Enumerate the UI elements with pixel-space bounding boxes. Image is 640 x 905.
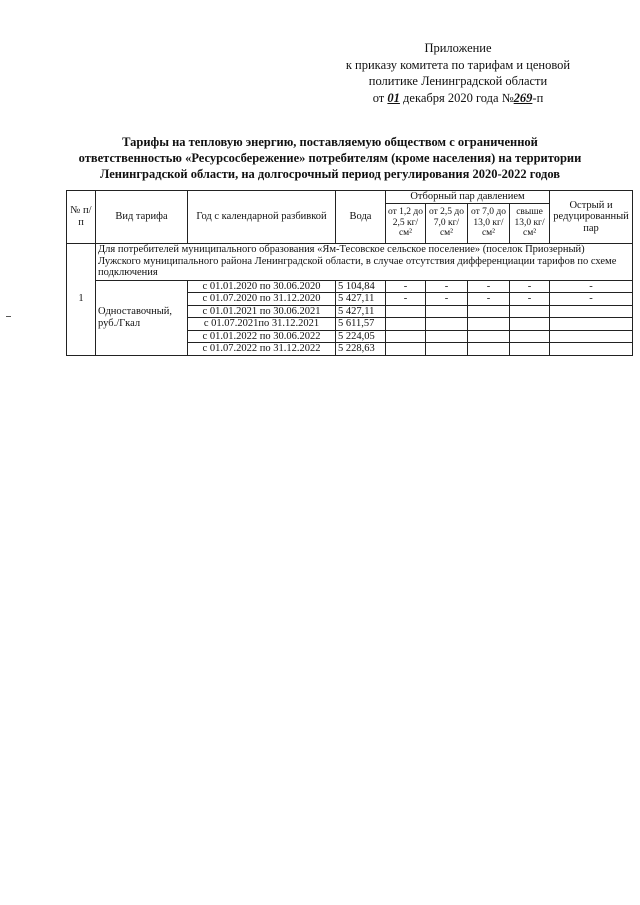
pressure-2-cell: -: [426, 280, 468, 293]
title-line-1: Тарифы на тепловую энергию, поставляемую обществом с ограниченной: [122, 135, 538, 149]
appendix-order-line: к приказу комитета по тарифам и ценовой: [345, 57, 571, 72]
water-value-cell: 5 104,84: [336, 280, 386, 293]
period-cell: с 01.07.2022 по 31.12.2022: [188, 343, 336, 356]
pressure-4-cell: -: [510, 280, 550, 293]
appendix-title: Приложение: [424, 41, 492, 55]
pressure-4-cell: [510, 305, 550, 318]
header-steam-group: Отборный пар давлением: [386, 191, 550, 204]
sharp-steam-cell: [550, 305, 633, 318]
pressure-3-cell: [468, 343, 510, 356]
title-line-2: ответственностью «Ресурсосбережение» потребителям (кроме населения) на территории: [78, 151, 582, 165]
header-tariff-type: Вид тарифа: [96, 191, 188, 244]
period-cell: с 01.01.2022 по 30.06.2022: [188, 330, 336, 343]
document-title: [60, 134, 600, 182]
pressure-3-cell: [468, 330, 510, 343]
pressure-2-cell: [426, 343, 468, 356]
pressure-2-cell: [426, 318, 468, 331]
pressure-3-cell: -: [468, 293, 510, 306]
header-pressure-1: от 1,2 до 2,5 кг/см²: [386, 203, 426, 243]
header-pressure-2: от 2,5 до 7,0 кг/см²: [426, 203, 468, 243]
appendix-committee-line: политике Ленинградской области: [368, 74, 548, 88]
pressure-1-cell: [386, 343, 426, 356]
pressure-3-cell: -: [468, 280, 510, 293]
date-day-handwritten: 01: [387, 90, 400, 105]
water-value-cell: 5 427,11: [336, 293, 386, 306]
sharp-steam-cell: -: [550, 280, 633, 293]
water-value-cell: 5 228,63: [336, 343, 386, 356]
water-value-cell: 5 611,57: [336, 318, 386, 331]
pressure-1-cell: [386, 305, 426, 318]
water-value-cell: 5 427,11: [336, 305, 386, 318]
pressure-1-cell: -: [386, 280, 426, 293]
sharp-steam-cell: [550, 343, 633, 356]
sharp-steam-cell: [550, 318, 633, 331]
period-cell: с 01.01.2021 по 30.06.2021: [188, 305, 336, 318]
pressure-1-cell: [386, 318, 426, 331]
order-number-suffix: -п: [532, 90, 544, 105]
header-sharp-steam: Острый и редуцированный пар: [550, 191, 633, 244]
pressure-1-cell: -: [386, 293, 426, 306]
pressure-4-cell: [510, 318, 550, 331]
table-row: [67, 280, 633, 293]
pressure-1-cell: [386, 330, 426, 343]
row-number: 1: [67, 243, 96, 355]
pressure-2-cell: -: [426, 293, 468, 306]
consumer-description: Для потребителей муниципального образования «Ям-Тесовское сельское поселение» (поселок Приозерный) Лужского муниципального района Ленинградской области, в случае отсутствия дифференциации тарифов по схеме подключения: [96, 243, 633, 280]
pressure-4-cell: [510, 330, 550, 343]
date-prefix: от: [372, 90, 385, 105]
pressure-3-cell: [468, 318, 510, 331]
header-num: № п/п: [67, 191, 96, 244]
header-water: Вода: [336, 191, 386, 244]
water-value-cell: 5 224,05: [336, 330, 386, 343]
order-number-handwritten: 269: [513, 90, 533, 105]
pressure-2-cell: [426, 305, 468, 318]
appendix-block: [328, 40, 588, 106]
tariff-table: [66, 190, 633, 356]
period-cell: с 01.07.2020 по 31.12.2020: [188, 293, 336, 306]
sharp-steam-cell: -: [550, 293, 633, 306]
pressure-4-cell: -: [510, 293, 550, 306]
period-cell: с 01.07.2021по 31.12.2021: [188, 318, 336, 331]
header-pressure-3: от 7,0 до 13,0 кг/см²: [468, 203, 510, 243]
sharp-steam-cell: [550, 330, 633, 343]
margin-mark: [6, 316, 11, 317]
date-middle: декабря 2020 года №: [403, 90, 514, 105]
pressure-4-cell: [510, 343, 550, 356]
pressure-3-cell: [468, 305, 510, 318]
header-year: Год с календарной разбивкой: [188, 191, 336, 244]
title-line-3: Ленинградской области, на долгосрочный период регулирования 2020-2022 годов: [99, 167, 561, 181]
appendix-date-line: [328, 90, 588, 107]
header-pressure-4: свыше 13,0 кг/см²: [510, 203, 550, 243]
period-cell: с 01.01.2020 по 30.06.2020: [188, 280, 336, 293]
pressure-2-cell: [426, 330, 468, 343]
tariff-type-cell: Одноставочный, руб./Гкал: [96, 280, 188, 355]
